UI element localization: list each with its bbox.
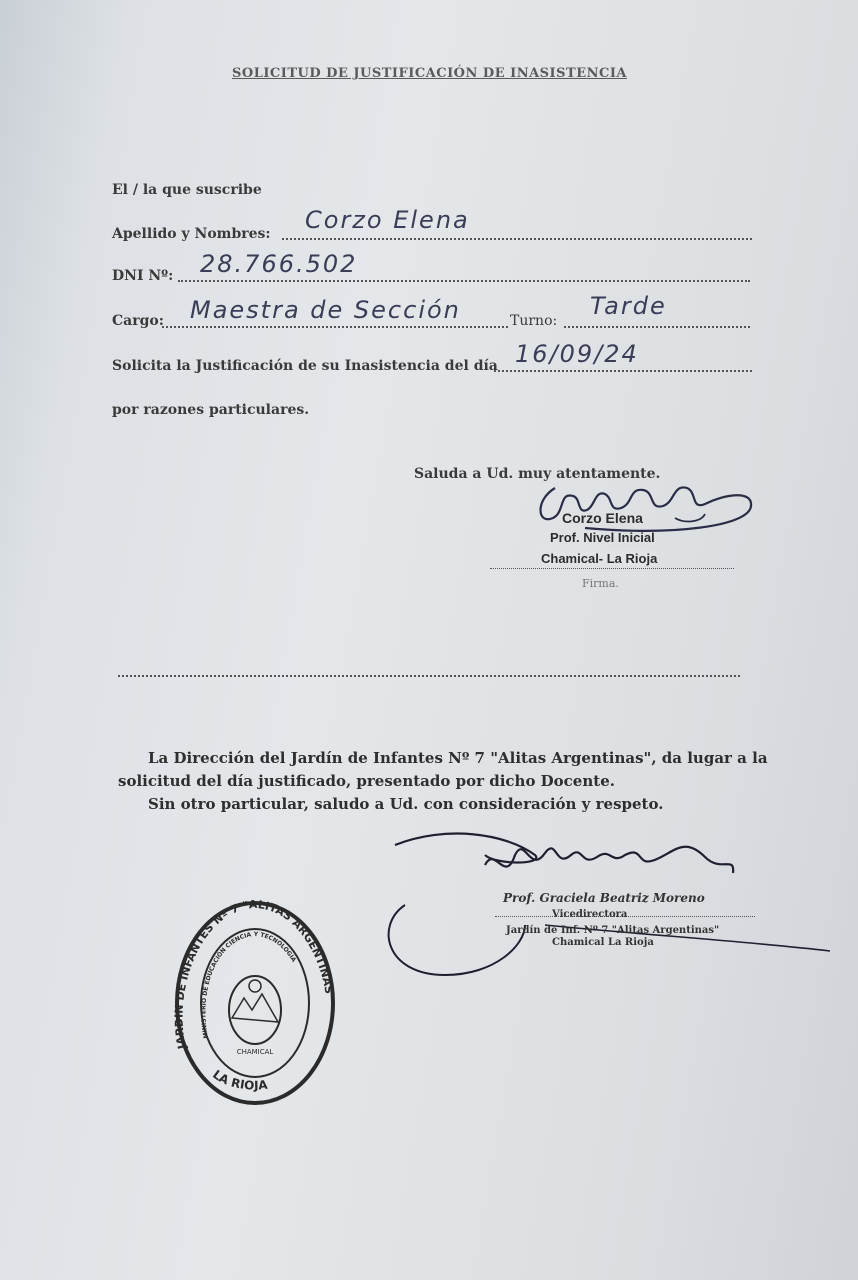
direction-line-2: solicitud del día justificado, presentado por dicho Docente. xyxy=(118,772,615,790)
name-dotted-line xyxy=(282,238,752,240)
dni-dotted-line xyxy=(178,280,750,282)
svg-text:JARDIN DE INFANTES Nº 7 "ALITA xyxy=(173,898,337,1051)
turno-value: Tarde xyxy=(590,292,667,320)
closing-text: Saluda a Ud. muy atentamente. xyxy=(414,466,661,482)
fecha-dotted-line xyxy=(494,370,752,372)
name-value: Corzo Elena xyxy=(305,206,470,234)
director-title: Vicedirectora xyxy=(552,909,628,920)
turno-label: Turno: xyxy=(510,313,558,329)
name-label: Apellido y Nombres: xyxy=(112,226,271,242)
cargo-value: Maestra de Sección xyxy=(190,296,461,324)
seal-inner-text: MINISTERIO DE EDUCACIÓN CIENCIA Y TECNOLOGIA xyxy=(200,930,298,1039)
signer-place: Chamical- La Rioja xyxy=(541,551,658,566)
dni-label: DNI Nº: xyxy=(112,268,174,284)
signature-dotted-line xyxy=(490,568,734,569)
firma-label: Firma. xyxy=(582,577,619,590)
seal-center-text: CHAMICAL xyxy=(236,1048,274,1056)
signer-name: Corzo Elena xyxy=(562,510,643,526)
document-title: SOLICITUD DE JUSTIFICACIÓN DE INASISTENCIA xyxy=(232,66,628,81)
school-seal xyxy=(172,898,338,1108)
solicita-label: Solicita la Justificación de su Inasistencia del día xyxy=(112,358,498,374)
svg-text:LA RIOJA xyxy=(210,1067,269,1092)
turno-dotted-line xyxy=(564,326,750,328)
seal-top-text: JARDIN DE INFANTES Nº 7 "ALITAS ARGENTINAS" xyxy=(172,898,337,1051)
razones-text: por razones particulares. xyxy=(112,402,310,418)
intro-text: El / la que suscribe xyxy=(112,182,262,198)
director-place: Chamical La Rioja xyxy=(552,937,654,948)
direction-line-3: Sin otro particular, saludo a Ud. con consideración y respeto. xyxy=(148,795,664,813)
director-school: Jardín de Inf. Nº 7 "Alitas Argentinas" xyxy=(506,925,720,936)
dni-value: 28.766.502 xyxy=(200,250,358,278)
director-signature xyxy=(385,825,835,985)
section-separator xyxy=(118,675,740,677)
signer-title: Prof. Nivel Inicial xyxy=(550,530,655,545)
cargo-dotted-line xyxy=(162,326,508,328)
seal-bottom-text: LA RIOJA xyxy=(210,1067,269,1093)
direction-line-1: La Dirección del Jardín de Infantes Nº 7 "Alitas Argentinas", da lugar a la xyxy=(148,749,768,767)
director-name: Prof. Graciela Beatriz Moreno xyxy=(503,891,705,905)
fecha-value: 16/09/24 xyxy=(515,340,639,368)
cargo-label: Cargo: xyxy=(112,313,164,329)
